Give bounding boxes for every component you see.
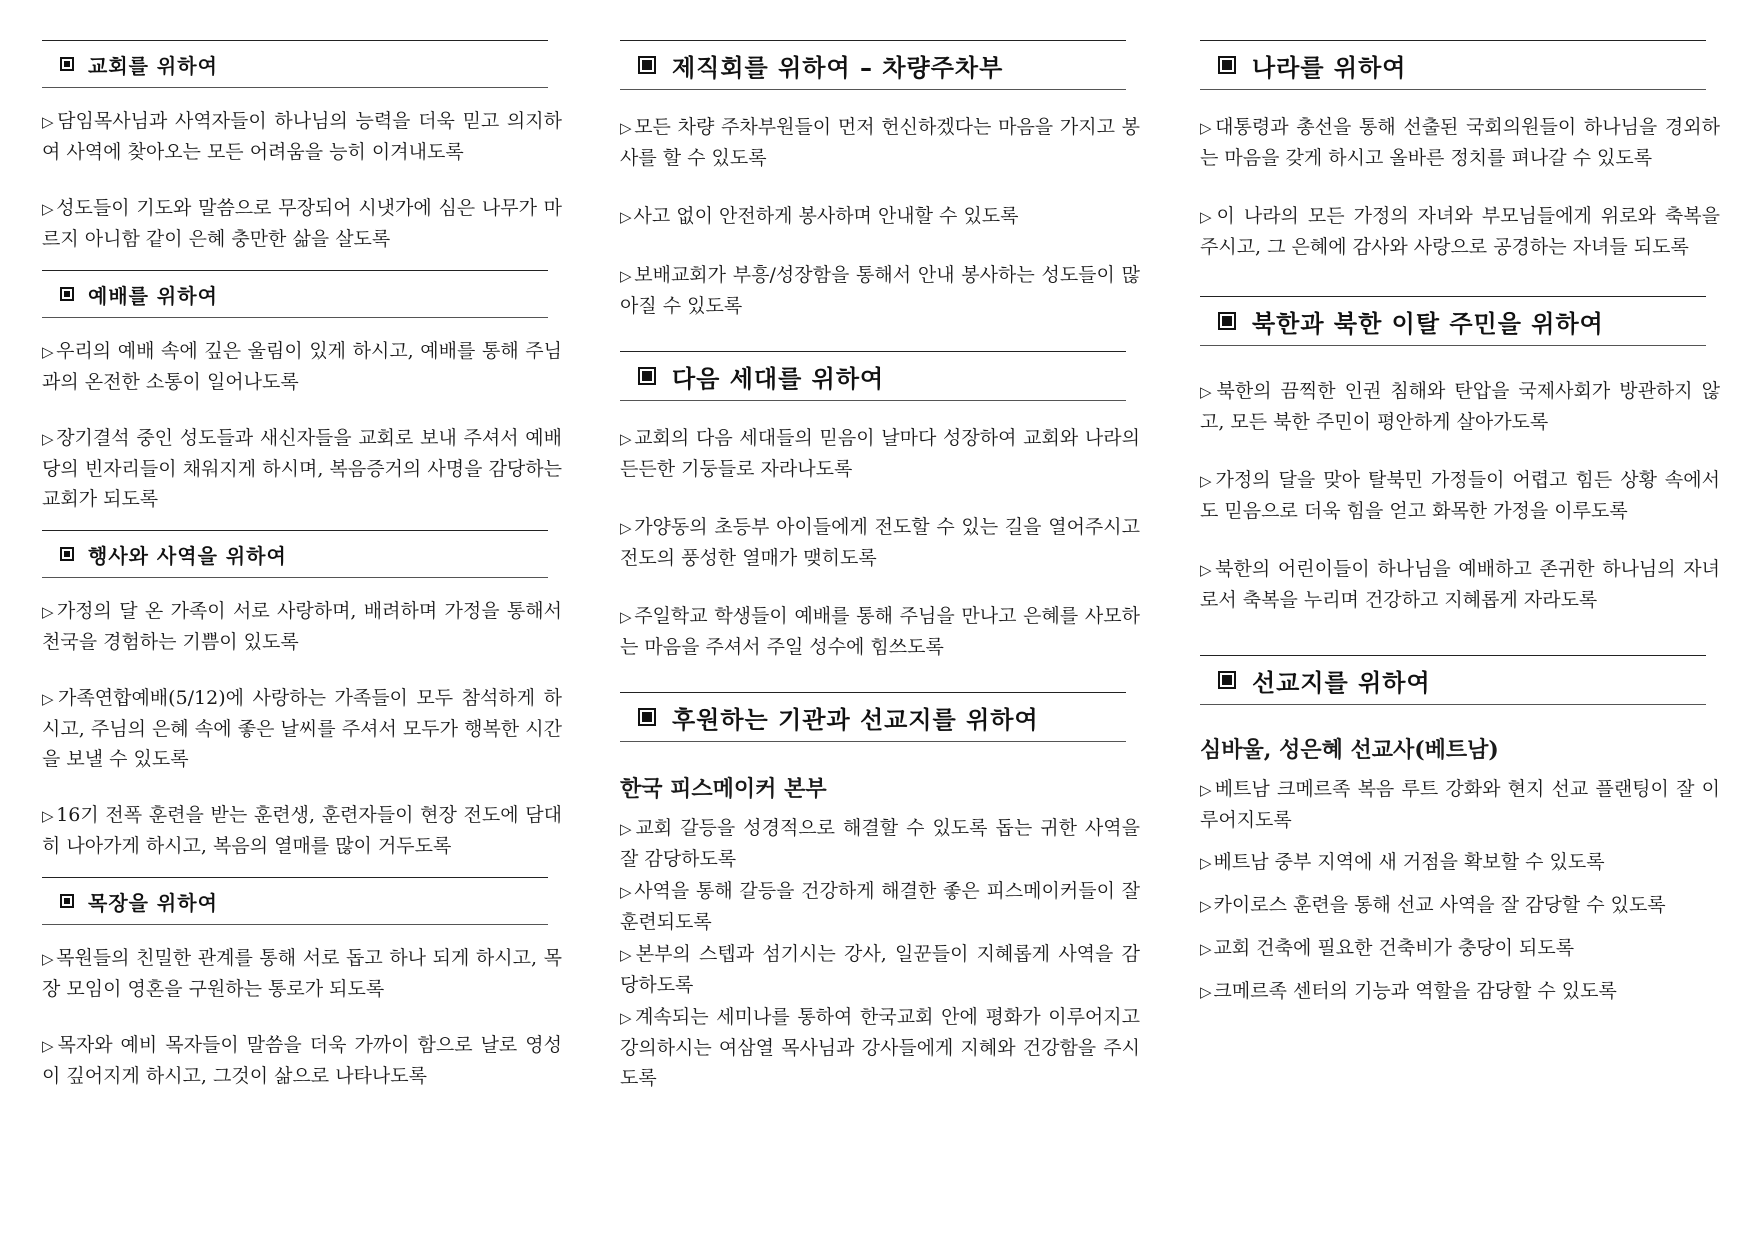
section-events <box>42 530 562 861</box>
prayer-item: ▷ 성도들이 기도와 말씀으로 무장되어 시냇가에 심은 나무가 마르지 아니함 같이 은혜 충만한 삶을 살도록 <box>42 197 562 250</box>
triangle-right-icon: ▷ <box>42 113 56 131</box>
triangle-right-icon: ▷ <box>1200 383 1215 401</box>
prayer-item: ▷ 가족연합예배(5/12)에 사랑하는 가족들이 모두 참석하게 하시고, 주님의 은혜 속에 좋은 날씨를 주셔서 모두가 행복한 시간을 보낼 수 있도록 <box>42 687 562 770</box>
prayer-item: ▷ 가양동의 초등부 아이들에게 전도할 수 있는 길을 열어주시고 전도의 풍성한 열매가 맺히도록 <box>620 516 1140 569</box>
section-title: 나라를 위하여 <box>1252 53 1407 82</box>
triangle-right-icon: ▷ <box>620 946 634 964</box>
section-title: 다음 세대를 위하여 <box>672 364 885 393</box>
triangle-right-icon: ▷ <box>620 208 632 226</box>
section-header <box>1200 296 1706 346</box>
section-church <box>42 40 562 254</box>
section-worship <box>42 270 562 514</box>
prayer-item: ▷ 16기 전폭 훈련을 받는 훈련생, 훈련자들이 현장 전도에 담대히 나아가게 하시고, 복음의 열매를 많이 거두도록 <box>42 804 562 857</box>
section-header <box>42 40 548 88</box>
section-mission-field <box>1200 655 1720 1007</box>
prayer-item: ▷ 목원들의 친밀한 관계를 통해 서로 돕고 하나 되게 하시고, 목장 모임이 영혼을 구원하는 통로가 되도록 <box>42 947 562 1000</box>
triangle-right-icon: ▷ <box>620 519 633 537</box>
prayer-item: ▷ 교회 갈등을 성경적으로 해결할 수 있도록 돕는 귀한 사역을 잘 감당하도록 <box>620 817 1140 870</box>
triangle-right-icon: ▷ <box>1200 781 1213 799</box>
square-bullet-icon <box>60 57 74 71</box>
column-right <box>1200 40 1720 1019</box>
section-header <box>42 270 548 318</box>
triangle-right-icon: ▷ <box>620 1009 634 1027</box>
triangle-right-icon: ▷ <box>1200 561 1214 579</box>
prayer-item: ▷ 크메르족 센터의 기능과 역할을 감당할 수 있도록 <box>1200 980 1617 1002</box>
section-supported-missions <box>620 692 1140 1093</box>
triangle-right-icon: ▷ <box>620 608 633 626</box>
section-title: 행사와 사역을 위하여 <box>88 543 287 568</box>
section-next-generation <box>620 351 1140 662</box>
square-bullet-icon <box>638 367 656 385</box>
prayer-item: ▷ 가정의 달을 맞아 탈북민 가정들이 어렵고 힘든 상황 속에서도 믿음으로 더욱 힘을 얻고 화목한 가정을 이루도록 <box>1200 469 1720 522</box>
column-middle <box>620 40 1140 1095</box>
square-bullet-icon <box>60 894 74 908</box>
triangle-right-icon: ▷ <box>1200 472 1214 490</box>
prayer-item: ▷ 본부의 스텝과 섬기시는 강사, 일꾼들이 지혜롭게 사역을 감당하도록 <box>620 943 1140 996</box>
section-header <box>1200 40 1706 90</box>
prayer-item: ▷ 베트남 크메르족 복음 루트 강화와 현지 선교 플랜팅이 잘 이루어지도록 <box>1200 778 1720 831</box>
prayer-item: ▷ 베트남 중부 지역에 새 거점을 확보할 수 있도록 <box>1200 851 1605 873</box>
prayer-item: ▷ 담임목사님과 사역자들이 하나님의 능력을 더욱 믿고 의지하여 사역에 찾아오는 모든 어려움을 능히 이겨내도록 <box>42 110 562 163</box>
prayer-item: ▷ 우리의 예배 속에 깊은 울림이 있게 하시고, 예배를 통해 주님과의 온전한 소통이 일어나도록 <box>42 340 562 393</box>
organization-name: 한국 피스메이커 본부 <box>620 776 827 802</box>
prayer-item: ▷ 북한의 어린이들이 하나님을 예배하고 존귀한 하나님의 자녀로서 축복을 누리며 건강하고 지혜롭게 자라도록 <box>1200 558 1720 611</box>
triangle-right-icon: ▷ <box>1200 119 1214 137</box>
section-title: 북한과 북한 이탈 주민을 위하여 <box>1252 309 1604 338</box>
prayer-item: ▷ 주일학교 학생들이 예배를 통해 주님을 만나고 은혜를 사모하는 마음을 주셔서 주일 성수에 힘쓰도록 <box>620 605 1140 658</box>
prayer-item: ▷ 교회 건축에 필요한 건축비가 충당이 되도록 <box>1200 937 1575 959</box>
triangle-right-icon: ▷ <box>620 883 633 901</box>
section-title: 목장을 위하여 <box>88 890 218 915</box>
triangle-right-icon: ▷ <box>620 430 633 448</box>
prayer-item: ▷ 이 나라의 모든 가정의 자녀와 부모님들에게 위로와 축복을 주시고, 그 은혜에 감사와 사랑으로 공경하는 자녀들 되도록 <box>1200 205 1720 258</box>
triangle-right-icon: ▷ <box>42 603 55 621</box>
triangle-right-icon: ▷ <box>42 1037 56 1055</box>
triangle-right-icon: ▷ <box>42 343 55 361</box>
square-bullet-icon <box>638 56 656 74</box>
section-deacons-parking <box>620 40 1140 321</box>
section-header <box>620 40 1126 90</box>
prayer-item: ▷ 보배교회가 부흥/성장함을 통해서 안내 봉사하는 성도들이 많아질 수 있도록 <box>620 264 1140 317</box>
triangle-right-icon: ▷ <box>42 430 55 448</box>
prayer-item: ▷ 모든 차량 주차부원들이 먼저 헌신하겠다는 마음을 가지고 봉사를 할 수 있도록 <box>620 116 1140 169</box>
section-title: 후원하는 기관과 선교지를 위하여 <box>672 705 1039 734</box>
section-title: 제직회를 위하여 – 차량주차부 <box>672 53 1004 82</box>
triangle-right-icon: ▷ <box>42 807 55 825</box>
section-title: 선교지를 위하여 <box>1252 668 1431 697</box>
square-bullet-icon <box>60 547 74 561</box>
triangle-right-icon: ▷ <box>1200 208 1215 226</box>
section-nation <box>1200 40 1720 262</box>
section-header <box>620 692 1126 742</box>
prayer-item: ▷ 대통령과 총선을 통해 선출된 국회의원들이 하나님을 경외하는 마음을 갖게 하시고 올바른 정치를 펴나갈 수 있도록 <box>1200 116 1720 169</box>
prayer-item: ▷ 카이로스 훈련을 통해 선교 사역을 잘 감당할 수 있도록 <box>1200 894 1666 916</box>
triangle-right-icon: ▷ <box>1200 940 1212 958</box>
section-header <box>1200 655 1706 705</box>
column-left <box>42 40 562 1117</box>
section-north-korea <box>1200 296 1720 615</box>
prayer-item: ▷ 장기결석 중인 성도들과 새신자들을 교회로 보내 주셔서 예배당의 빈자리들이 채워지게 하시며, 복음증거의 사명을 감당하는 교회가 되도록 <box>42 427 562 510</box>
triangle-right-icon: ▷ <box>1200 983 1212 1001</box>
section-header <box>42 530 548 578</box>
section-title: 교회를 위하여 <box>88 53 218 78</box>
prayer-item: ▷ 목자와 예비 목자들이 말씀을 더욱 가까이 함으로 날로 영성이 깊어지게 하시고, 그것이 삶으로 나타나도록 <box>42 1034 562 1087</box>
square-bullet-icon <box>638 708 656 726</box>
missionary-name: 심바울, 성은혜 선교사(베트남) <box>1200 737 1499 763</box>
square-bullet-icon <box>1218 312 1236 330</box>
section-header <box>42 877 548 925</box>
triangle-right-icon: ▷ <box>42 690 57 708</box>
triangle-right-icon: ▷ <box>42 950 55 968</box>
triangle-right-icon: ▷ <box>1200 897 1212 915</box>
triangle-right-icon: ▷ <box>620 119 633 137</box>
triangle-right-icon: ▷ <box>1200 854 1212 872</box>
square-bullet-icon <box>60 287 74 301</box>
section-header <box>620 351 1126 401</box>
prayer-item: ▷ 사고 없이 안전하게 봉사하며 안내할 수 있도록 <box>620 205 1019 227</box>
section-title: 예배를 위하여 <box>88 283 218 308</box>
prayer-item: ▷ 가정의 달 온 가족이 서로 사랑하며, 배려하며 가정을 통해서 천국을 경험하는 기쁨이 있도록 <box>42 600 562 653</box>
triangle-right-icon: ▷ <box>620 820 634 838</box>
prayer-item: ▷ 교회의 다음 세대들의 믿음이 날마다 성장하여 교회와 나라의 든든한 기둥들로 자라나도록 <box>620 427 1140 480</box>
prayer-item: ▷ 북한의 끔찍한 인권 침해와 탄압을 국제사회가 방관하지 않고, 모든 북한 주민이 평안하게 살아가도록 <box>1200 380 1720 433</box>
prayer-item: ▷ 계속되는 세미나를 통하여 한국교회 안에 평화가 이루어지고 강의하시는 여삼열 목사님과 강사들에게 지혜와 건강함을 주시도록 <box>620 1006 1140 1089</box>
section-cell-group <box>42 877 562 1091</box>
triangle-right-icon: ▷ <box>620 267 633 285</box>
triangle-right-icon: ▷ <box>42 200 55 218</box>
prayer-item: ▷ 사역을 통해 갈등을 건강하게 해결한 좋은 피스메이커들이 잘 훈련되도록 <box>620 880 1140 933</box>
square-bullet-icon <box>1218 671 1236 689</box>
square-bullet-icon <box>1218 56 1236 74</box>
